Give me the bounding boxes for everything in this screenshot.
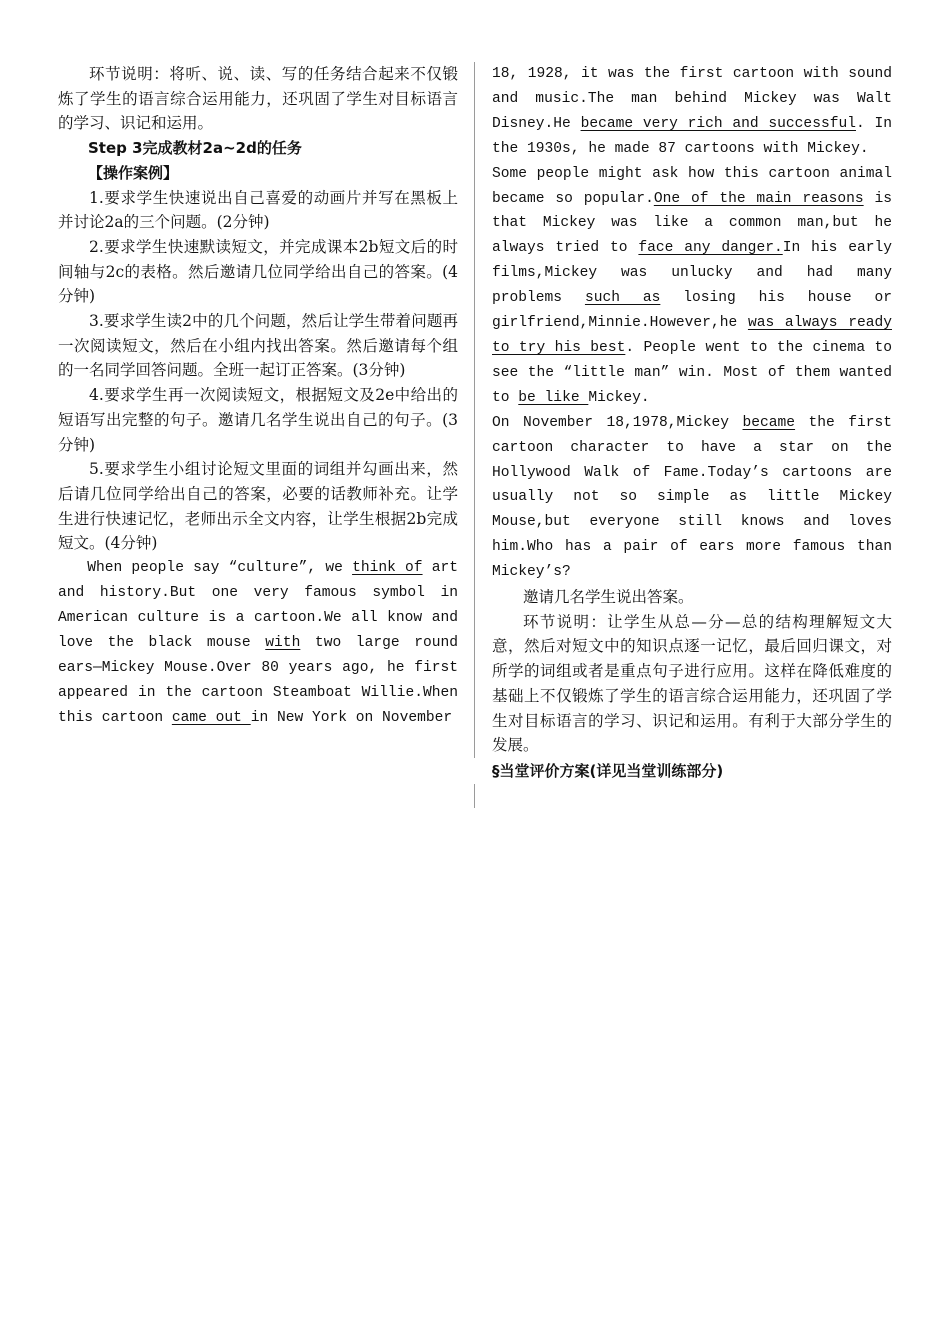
right-column: [492, 62, 892, 784]
section-note: 环节说明：让学生从总—分—总的结构理解短文大意，然后对短文中的知识点逐一记忆，最后回归课文，对所学的词组或者是重点句子进行应用。这样在降低难度的基础上不仅锻炼了学生的语言综合运用能力，还巩固了学生对目标语言的学习、识记和运用。有利于大部分学生的发展。: [492, 612, 892, 755]
column-divider-tail: [474, 784, 475, 808]
column-divider: [474, 62, 475, 758]
left-column: [58, 62, 458, 730]
invite-note: 邀请几名学生说出答案。: [523, 588, 694, 607]
passage-paragraph-2: Some people might ask how this cartoon animal became so popular.One of the main reasons is that Mickey was like a common man,but he always tried to face any danger.In his early films,Mickey was unlucky and had many problems such as losing his house or girlfriend,Minnie.However,he was always ready to try his best. People went to the cinema to see the “little man” win. Most of them wanted to be like Mickey.: [492, 165, 893, 406]
step-title: Step 3完成教材2a~2d的任务: [88, 139, 302, 158]
passage-continues-right: in New York on November: [250, 709, 453, 726]
passage-paragraph-1-end: 18, 1928, it was the first cartoon with sound and music.The man behind Mickey was Walt Disney.He became very rich and successful. In the 1930s, he made 87 cartoons with Mickey.: [492, 66, 892, 157]
case-heading: 【操作案例】: [88, 163, 179, 182]
task-item-2: 2.要求学生快速默读短文，并完成课本2b短文后的时间轴与2c的表格。然后邀请几位同学给出自己的答案。(4分钟): [58, 237, 458, 306]
task-item-1: 1.要求学生快速说出自己喜爱的动画片并写在黑板上并讨论2a的三个问题。(2分钟): [58, 188, 458, 232]
evaluation-heading: §当堂评价方案(详见当堂训练部分): [492, 761, 724, 780]
task-item-3: 3.要求学生读2中的几个问题，然后让学生带着问题再一次阅读短文，然后在小组内找出答案。然后邀请每个组的一名同学回答问题。全班一起订正答案。(3分钟): [58, 312, 458, 380]
task-item-5: 5.要求学生小组讨论短文里面的词组并勾画出来，然后请几位同学给出自己的答案，必要的话教师补充。让学生进行快速记忆，老师出示全文内容，让学生根据2b完成短文。(4分钟): [58, 460, 458, 553]
task-item-4: 4.要求学生再一次阅读短文，根据短文及2e中给出的短语写出完整的句子。邀请几名学生说出自己的句子。(3分钟): [58, 386, 458, 454]
passage-paragraph-3: On November 18,1978,Mickey became the first cartoon character to have a star on the Hollywood Walk of Fame.Today’s cartoons are usually not so simple as little Mickey Mouse,but everyone still knows and loves him.Who has a pair of ears more famous than Mickey’s?: [492, 414, 893, 581]
passage-paragraph-1-start: When people say “culture”, we think of art and history.But one very famous symbol in American culture is a cartoon.We all know and love the black mouse with two large round ears—Mickey Mouse.Over 80 years ago, he first appeared in the cartoon Steamboat Willie.When this cartoon came out in New York on November: [58, 560, 459, 726]
intro-note: 环节说明：将听、说、读、写的任务结合起来不仅锻炼了学生的语言综合运用能力，还巩固了学生对目标语言的学习、识记和运用。: [58, 65, 458, 133]
